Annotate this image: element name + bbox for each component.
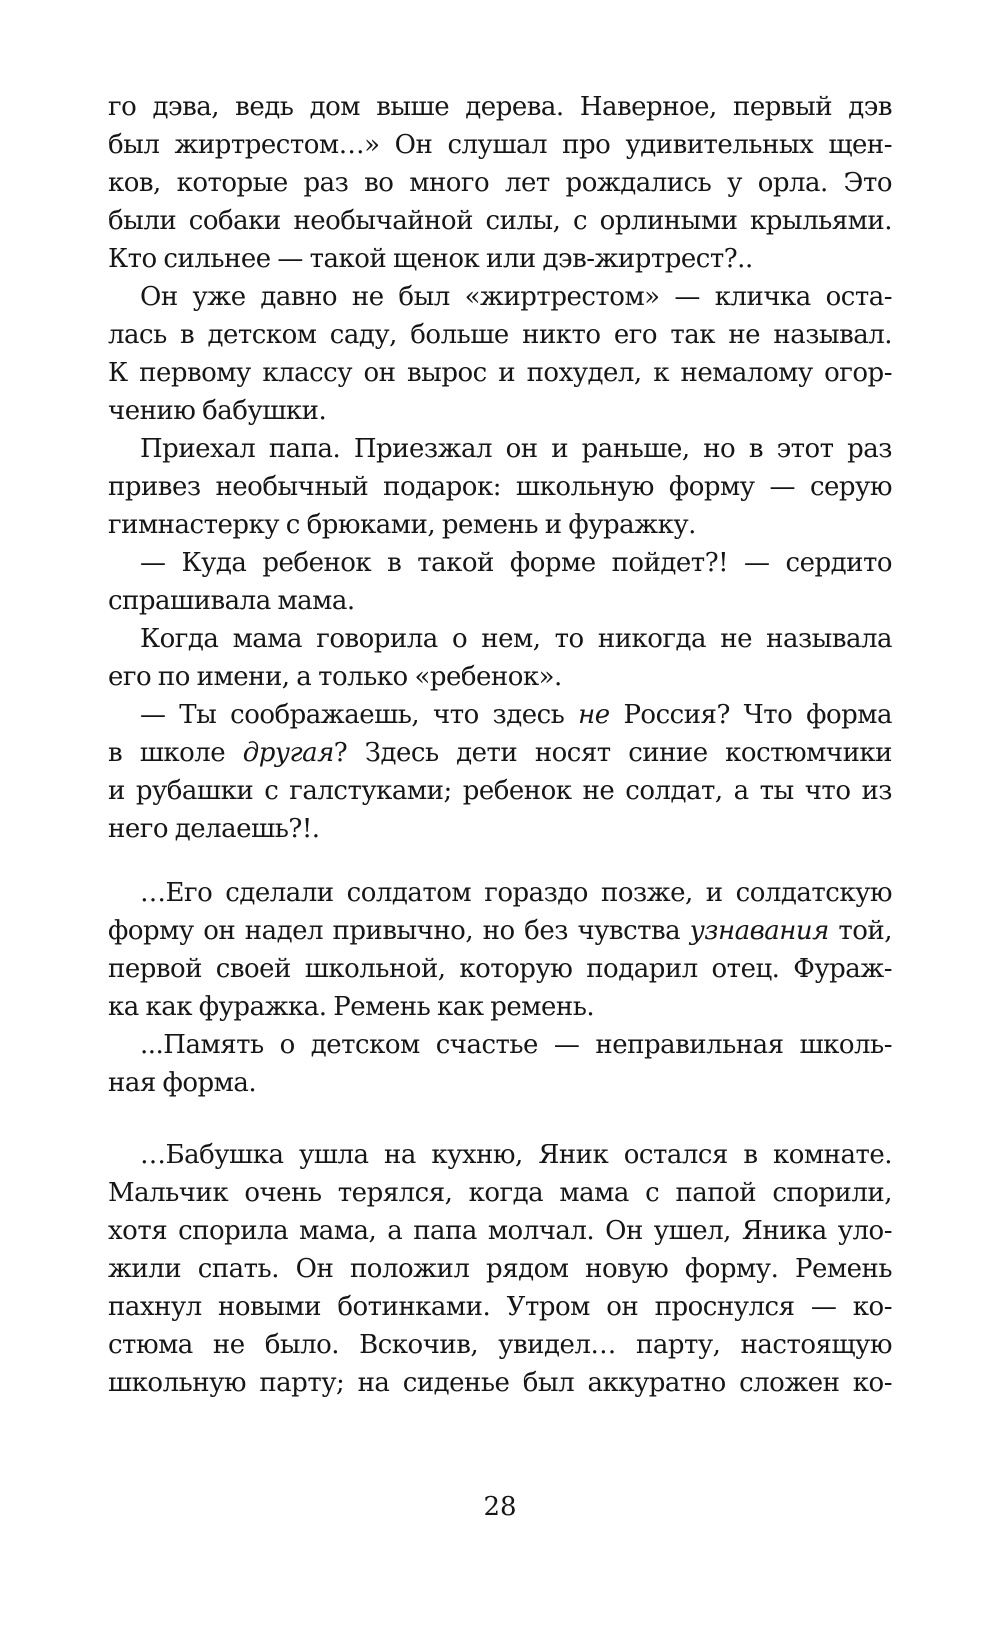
- text-line: …Его сделали солдатом гораздо позже, и солдатскую: [140, 878, 892, 908]
- text-line: хотя спорила мама, а папа молчал. Он ушел, Яника уло-: [108, 1216, 892, 1246]
- text-line: были собаки необычайной силы, с орлиными крыльями.: [108, 206, 892, 236]
- text-line: Он уже давно не был «жиртрестом» — кличка оста-: [140, 282, 892, 312]
- text-line: К первому классу он вырос и похудел, к немалому огор-: [108, 358, 892, 388]
- text-line: Когда мама говорила о нем, то никогда не называла: [140, 624, 892, 654]
- text-line: него делаешь?!.: [108, 814, 320, 844]
- text-run: в школе: [108, 738, 243, 768]
- italic-emphasis: другая: [242, 738, 334, 768]
- text-line: пахнул новыми ботинками. Утром он проснулся — ко-: [108, 1292, 892, 1322]
- text-line: спрашивала мама.: [108, 586, 355, 616]
- text-line: [108, 734, 892, 772]
- text-line: …Бабушка ушла на кухню, Яник остался в комнате.: [140, 1140, 892, 1170]
- text-line: Кто сильнее — такой щенок или дэв-жиртрест?..: [108, 244, 753, 274]
- text-line: его по имени, а только «ребенок».: [108, 662, 562, 692]
- text-line: был жиртрестом…» Он слушал про удивительных щен-: [108, 130, 892, 160]
- text-run: ? Здесь дети носят синие костюмчики: [333, 738, 892, 768]
- text-line: школьную парту; на сиденье был аккуратно сложен ко-: [108, 1368, 892, 1398]
- text-line: ная форма.: [108, 1068, 257, 1098]
- text-line: первой своей школьной, которую подарил отец. Фураж-: [108, 954, 892, 984]
- text-line: Приехал папа. Приезжал он и раньше, но в этот раз: [140, 434, 892, 464]
- text-line: [108, 912, 892, 950]
- italic-emphasis: узнавания: [689, 916, 829, 946]
- text-line: ...Память о детском счастье — неправильная школь-: [140, 1030, 892, 1060]
- text-run: — Ты соображаешь, что здесь: [140, 700, 579, 730]
- text-run: той,: [828, 916, 892, 946]
- text-line: лась в детском саду, больше никто его так не называл.: [108, 320, 892, 350]
- text-line: привез необычный подарок: школьную форму — серую: [108, 472, 892, 502]
- text-line: — Куда ребенок в такой форме пойдет?! — сердито: [140, 548, 892, 578]
- text-line: го дэва, ведь дом выше дерева. Наверное, первый дэв: [108, 92, 892, 122]
- page-number: 28: [483, 1492, 517, 1522]
- italic-emphasis: не: [578, 700, 610, 730]
- text-line: жили спать. Он положил рядом новую форму. Ремень: [108, 1254, 892, 1284]
- text-run: Россия? Что форма: [609, 700, 892, 730]
- text-line: [140, 696, 892, 734]
- text-line: стюма не было. Вскочив, увидел… парту, настоящую: [108, 1330, 892, 1360]
- text-line: ков, которые раз во много лет рождались у орла. Это: [108, 168, 892, 198]
- text-line: гимнастерку с брюками, ремень и фуражку.: [108, 510, 696, 540]
- text-line: и рубашки с галстуками; ребенок не солдат, а ты что из: [108, 776, 892, 806]
- text-line: чению бабушки.: [108, 396, 327, 426]
- text-line: Мальчик очень терялся, когда мама с папой спорили,: [108, 1178, 892, 1208]
- text-run: форму он надел привычно, но без чувства: [108, 916, 690, 946]
- text-line: ка как фуражка. Ремень как ремень.: [108, 992, 595, 1022]
